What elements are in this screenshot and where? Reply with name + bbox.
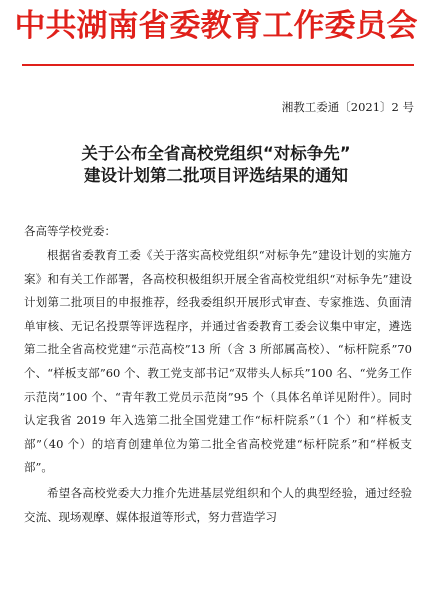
document-number: 湘教工委通〔2021〕2 号 (281, 100, 414, 114)
salutation: 各高等学校党委： (24, 224, 116, 238)
title-line-1: 关于公布全省高校党组织“对标争先” (81, 144, 351, 163)
title-line-2: 建设计划第二批项目评选结果的通知 (84, 166, 348, 185)
body-paragraph-1: 根据省委教育工委《关于落实高校党组织“对标争先”建设计划的实施方案》和有关工作部署，各高校积极组织开展全省高校党组织“对标争先”建设计划第二批项目的申报推荐，经我委组织开展形式审查、专家推选、负面清单审核、无记名投票等评选程序，并通过省委教育工委会议集中审定，遴选第二批全省高校党建“示范高校”13 所（含 3 所部属高校）、“标杆院系”70 个、“样板支部”60 个、教工党支部书记“双带头人标兵”100 名、“党务工作示范岗”100 个、“青年教工党员示范岗”95 个（具体名单详见附件）。同时认定我省 2019 年入选第二批全国党建工作“标杆院系”（1 个）和“样板支部”（40 个）的培育创建单位为第二批全省高校党建“标杆院系”和“样板支部”。 (24, 248, 412, 475)
document-body (24, 244, 412, 529)
body-paragraph-2: 希望各高校党委大力推介先进基层党组织和个人的典型经验，通过经验交流、现场观摩、媒体报道等形式，努力营造学习 (24, 485, 412, 524)
document-masthead: 中共湖南省委教育工作委员会 (14, 8, 418, 44)
masthead-red-rule (22, 64, 414, 66)
document-title (20, 143, 412, 187)
